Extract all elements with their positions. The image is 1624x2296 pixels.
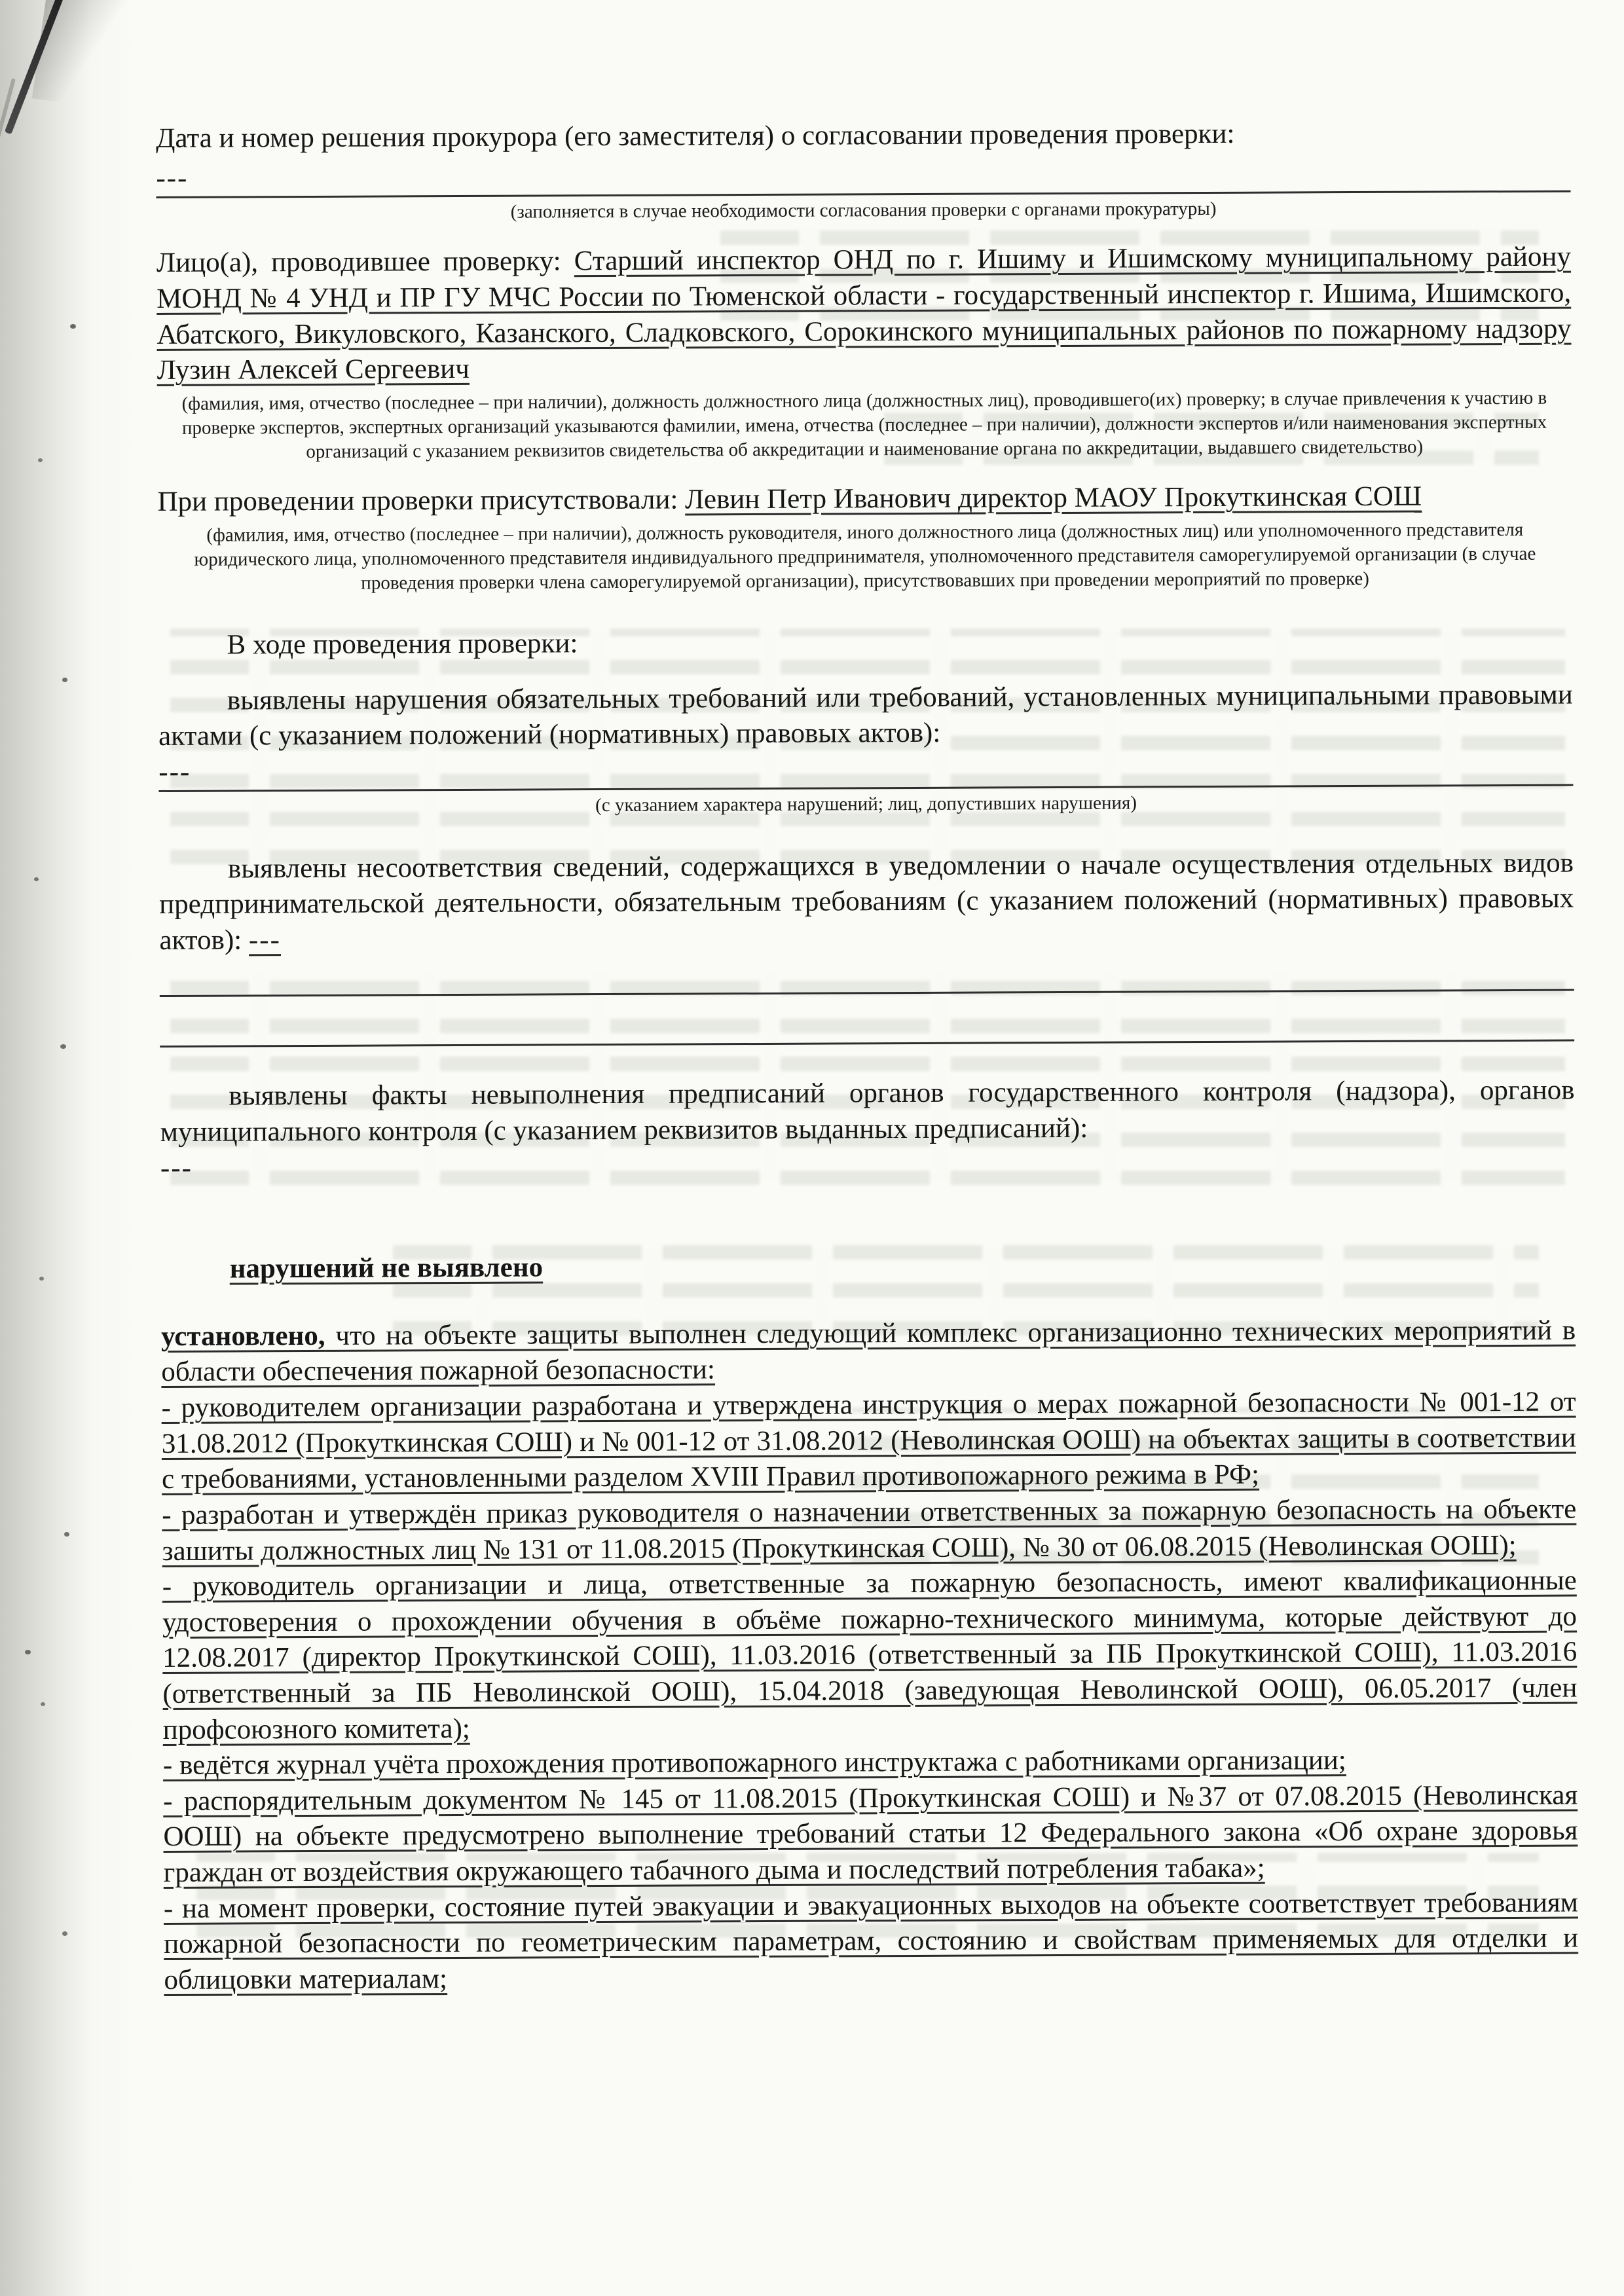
scan-speck: [60, 1044, 66, 1049]
scan-speck: [70, 324, 76, 329]
attendees-label: При проведении проверки присутствовали:: [157, 484, 678, 518]
mismatches-clause: [159, 845, 1574, 958]
scan-speck: [39, 1277, 44, 1281]
attendees-caption: (фамилия, имя, отчество (последнее – при наличии), должность руководителя, иного должностного лица (должностных лиц) или уполномоченного представителя юридического лица, уполномоченного представителя индивидуального предпринимателя, уполномоченного представителя саморегулируемой организации (в случае проведения проверки члена саморегулируемой организации), присутствовавших при проведении мероприятий по проверке): [194, 519, 1536, 594]
page-edge-shadow: [0, 0, 92, 2296]
measure-item: - руководитель организации и лица, ответственные за пожарную безопасность, имеют квалификационные удостоверения о прохождении обучения в объёме пожарно-технического минимума, которые действуют до 12.08.2017 (директор Прокуткинской СОШ), 11.03.2016 (ответственный за ПБ Прокуткинской СОШ), 11.03.2016 (ответственный за ПБ Неволинской ООШ), 15.04.2018 (заведующая Неволинской ООШ), 06.05.2017 (член профсоюзного комитета);: [162, 1565, 1578, 1745]
attendees-paragraph: [157, 479, 1572, 520]
measure-item: - руководителем организации разработана и утверждена инструкция о мерах пожарной безопасности № 001-12 от 31.08.2012 (Прокуткинская СОШ) и № 001-12 от 31.08.2012 (Неволинская ООШ) на объектах защиты в соответствии с требованиями, установленными разделом XVIII Правил противопожарного режима в РФ;: [161, 1386, 1576, 1495]
scan-speck: [62, 1931, 67, 1936]
mismatches-text: выявлены несоответствия сведений, содержащихся в уведомлении о начале осуществления отдельных видов предпринимательской деятельности, обязательным требованиям (с указанием положений (нормативных) правовых актов):: [159, 847, 1574, 956]
mismatches-value: ---: [248, 924, 281, 956]
scan-speck: [64, 1532, 69, 1537]
scan-speck: [38, 458, 43, 462]
established-paragraph: [161, 1313, 1576, 1391]
no-violations-heading: нарушений не выявлено: [229, 1252, 544, 1285]
scan-speck: [34, 877, 39, 881]
failures-clause: выявлены факты невыполнения предписаний органов государственного контроля (надзора), органов муниципального контроля (с указанием реквизитов выданных предписаний):: [160, 1074, 1575, 1148]
document-content: [156, 115, 1578, 1999]
inspector-label: Лицо(а), проводившее проверку:: [156, 246, 561, 279]
violations-caption: (с указанием характера нарушений; лиц, допустивших нарушения): [595, 792, 1137, 816]
prosecutor-approval-value: ---: [156, 155, 1570, 198]
measure-item: - ведётся журнал учёта прохождения противопожарного инструктажа с работниками организации;: [162, 1745, 1346, 1781]
inspector-paragraph: [157, 240, 1572, 389]
blank-ruled-line: [160, 1011, 1574, 1048]
measure-item: - на момент проверки, состояние путей эвакуации и эвакуационных выходов на объекте соответствует требованиям пожарной безопасности по геометрическим параметрам, состоянию и свойствам применяемых для отделки и облицовки материалам;: [163, 1887, 1579, 1995]
scan-speck: [62, 678, 67, 682]
scan-speck: [25, 1650, 31, 1654]
measure-item: - распорядительным документом № 145 от 11.08.2015 (Прокуткинская СОШ) и №37 от 07.08.2015 (Неволинская ООШ) на объекте предусмотрено выполнение требований статьи 12 Федерального закона «Об охране здоровья граждан от воздействия окружающего табачного дыма и последствий потребления табака»;: [163, 1779, 1578, 1888]
in-course-line: В ходе проведения проверки:: [227, 628, 578, 661]
failures-value: ---: [160, 1152, 193, 1184]
established-keyword: установлено,: [160, 1320, 325, 1352]
inspector-caption: (фамилия, имя, отчество (последнее – при наличии), должность должностного лица (должностных лиц), проводившего(их) проверку; в случае привлечения к участию в проверке экспертов, экспертных организаций указываются фамилии, имена, отчества (последнее – при наличии), должности экспертов и/или наименования экспертных организаций с указанием реквизитов свидетельства об аккредитации и наименование органа по аккредитации, выдавшего свидетельство): [181, 387, 1547, 462]
blank-ruled-line: [160, 960, 1574, 997]
prosecutor-approval-caption: (заполняется в случае необходимости согласования проверки с органами прокуратуры): [510, 198, 1217, 223]
prosecutor-approval-label: Дата и номер решения прокурора (его заместителя) о согласовании проведения проверки:: [156, 118, 1235, 154]
violations-value: ---: [158, 748, 1573, 792]
inspector-value: Старший инспектор ОНД по г. Ишиму и Ишимскому муниципальному району МОНД № 4 УНД и ПР ГУ МЧС России по Тюменской области - государственный инспектор г. Ишима, Ишимского, Абатского, Викуловского, Казанского, Сладковского, Сорокинского муниципальных районов по пожарному надзору Лузин Алексей Сергеевич: [157, 241, 1572, 386]
measure-item: - разработан и утверждён приказ руководителя о назначении ответственных за пожарную безопасность на объекте зашиты должностных лиц № 131 от 11.08.2015 (Прокуткинская СОШ), № 30 от 06.08.2015 (Неволинская ООШ);: [162, 1493, 1577, 1567]
violations-clause: выявлены нарушения обязательных требований или требований, установленных муниципальными правовыми актами (с указанием положений (нормативных) правовых актов):: [158, 679, 1573, 752]
attendees-value: Левин Петр Иванович директор МАОУ Прокуткинская СОШ: [684, 481, 1422, 515]
established-text: что на объекте защиты выполнен следующий комплекс организационно технических мероприятий в области обеспечения пожарной безопасности:: [161, 1315, 1576, 1388]
scan-speck: [41, 1702, 45, 1706]
scan-corner-shading: [32, 0, 132, 110]
